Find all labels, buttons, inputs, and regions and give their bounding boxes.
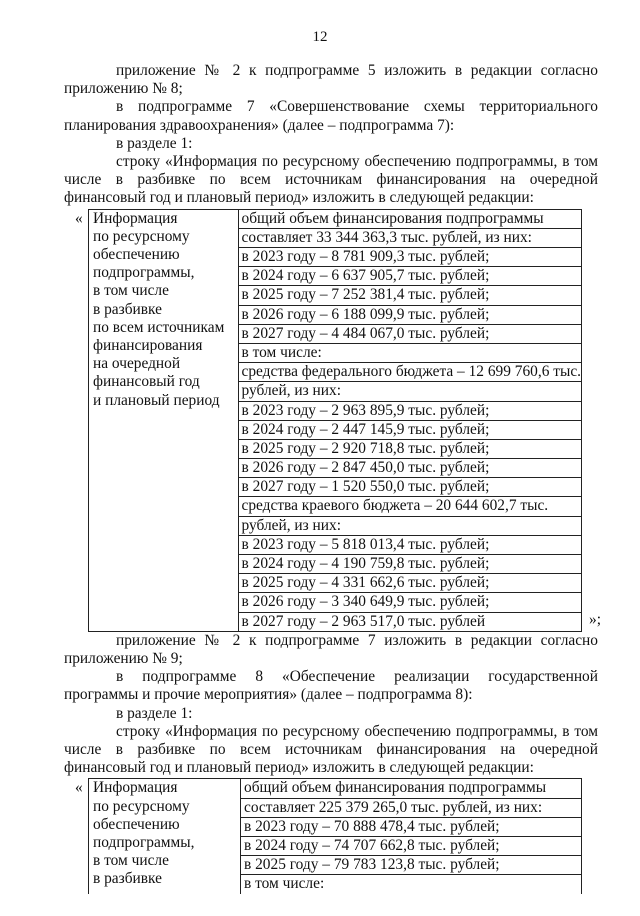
left-line: Информация [93,779,178,797]
paragraph: в подпрограмме 8 «Обеспечение реализации государственной программы и прочие мероприятия» (далее – подпрограмма 8): [64,668,598,704]
right-line: в 2025 году – 4 331 662,6 тыс. рублей; [239,574,581,593]
resource-table-2 [75,778,582,893]
close-quote: »; [589,610,601,628]
right-line: общий объем финансирования подпрограммы [239,210,581,229]
left-line: подпрограммы, [93,833,195,851]
right-line: в 2026 году – 2 847 450,0 тыс. рублей; [239,459,581,478]
right-line: рублей, из них: [239,517,581,536]
right-line: рублей, из них: [239,382,581,401]
right-line: в 2023 году – 5 818 013,4 тыс. рублей; [239,536,581,555]
open-quote: « [75,209,83,227]
left-line: финансирования [93,336,203,354]
paragraph: приложение № 2 к подпрограмме 5 изложить в редакции согласно приложению № 8; [64,62,598,98]
left-line: и плановый период [93,391,220,409]
left-line: в разбивке [93,870,162,888]
right-line: составляет 225 379 265,0 тыс. рублей, из них: [241,799,581,818]
paragraph: строку «Информация по ресурсному обеспечению подпрограммы, в том числе в разбивке по всем источникам финансирования на очередной финансовый год и плановый период» изложить в следующей редакции: [64,722,598,777]
right-line: в 2027 году – 2 963 517,0 тыс. рублей [241,612,486,630]
document-body [64,62,601,894]
table-left-cell [89,210,239,631]
paragraph: строку «Информация по ресурсному обеспечению подпрограммы, в том числе в разбивке по всем источникам финансирования на очередной финансовый год и плановый период» изложить в следующей редакции: [64,153,598,207]
paragraph: в подпрограмме 7 «Совершенствование схемы территориального планирования здравоохранения» (далее – подпрограмма 7): [64,98,598,134]
left-line: обеспечению [93,246,180,263]
right-line: в 2023 году – 70 888 478,4 тыс. рублей; [241,818,581,837]
paragraph: в разделе 1: [116,134,193,152]
right-line: в 2027 году – 4 484 067,0 тыс. рублей; [239,325,581,344]
left-line: по ресурсному [93,227,190,245]
right-line: в 2023 году – 2 963 895,9 тыс. рублей; [239,402,581,421]
right-line: в 2024 году – 74 707 662,8 тыс. рублей; [241,837,581,856]
right-line: в 2026 году – 3 340 649,9 тыс. рублей; [239,593,581,612]
left-line: финансовый год [93,373,200,391]
left-line: в том числе [93,852,169,870]
right-line: в 2024 году – 2 447 145,9 тыс. рублей; [239,421,581,440]
right-line: в 2023 году – 8 781 909,3 тыс. рублей; [239,248,581,267]
right-line: в том числе: [244,875,325,893]
open-quote: « [75,779,83,797]
paragraph: приложение № 2 к подпрограмме 7 изложить в редакции согласно приложению № 9; [64,631,598,667]
right-line: в 2027 году – 1 520 550,0 тыс. рублей; [239,478,581,497]
right-line: общий объем финансирования подпрограммы [241,779,581,798]
right-line: в 2025 году – 7 252 381,4 тыс. рублей; [239,286,581,305]
left-line: подпрограммы, [93,264,195,282]
page-number: 12 [312,29,328,45]
right-line: в 2025 году – 2 920 718,8 тыс. рублей; [239,440,581,459]
resource-table-1 [75,209,601,632]
left-line: по ресурсному [93,797,190,815]
right-line: средства федерального бюджета – 12 699 760,6 тыс. [239,363,581,382]
table-right-cell [241,779,581,893]
right-line: составляет 33 344 363,3 тыс. рублей, из них: [239,229,581,248]
left-line: обеспечению [93,815,180,833]
left-line: по всем источникам [93,318,225,336]
left-line: на очередной [93,355,181,373]
table-left-cell [89,779,241,893]
table-right-cell [239,210,581,631]
right-line: в 2024 году – 6 637 905,7 тыс. рублей; [239,267,581,286]
left-line: Информация [93,209,178,227]
paragraph: в разделе 1: [116,704,193,722]
right-line: в 2026 году – 6 188 099,9 тыс. рублей; [239,306,581,325]
left-line: в том числе [93,282,169,300]
right-line: в том числе: [239,344,581,363]
right-line: средства краевого бюджета – 20 644 602,7 тыс. [239,497,581,516]
left-line: в разбивке [93,300,162,318]
right-line: в 2024 году – 4 190 759,8 тыс. рублей; [239,555,581,574]
right-line: в 2025 году – 79 783 123,8 тыс. рублей; [241,856,581,875]
